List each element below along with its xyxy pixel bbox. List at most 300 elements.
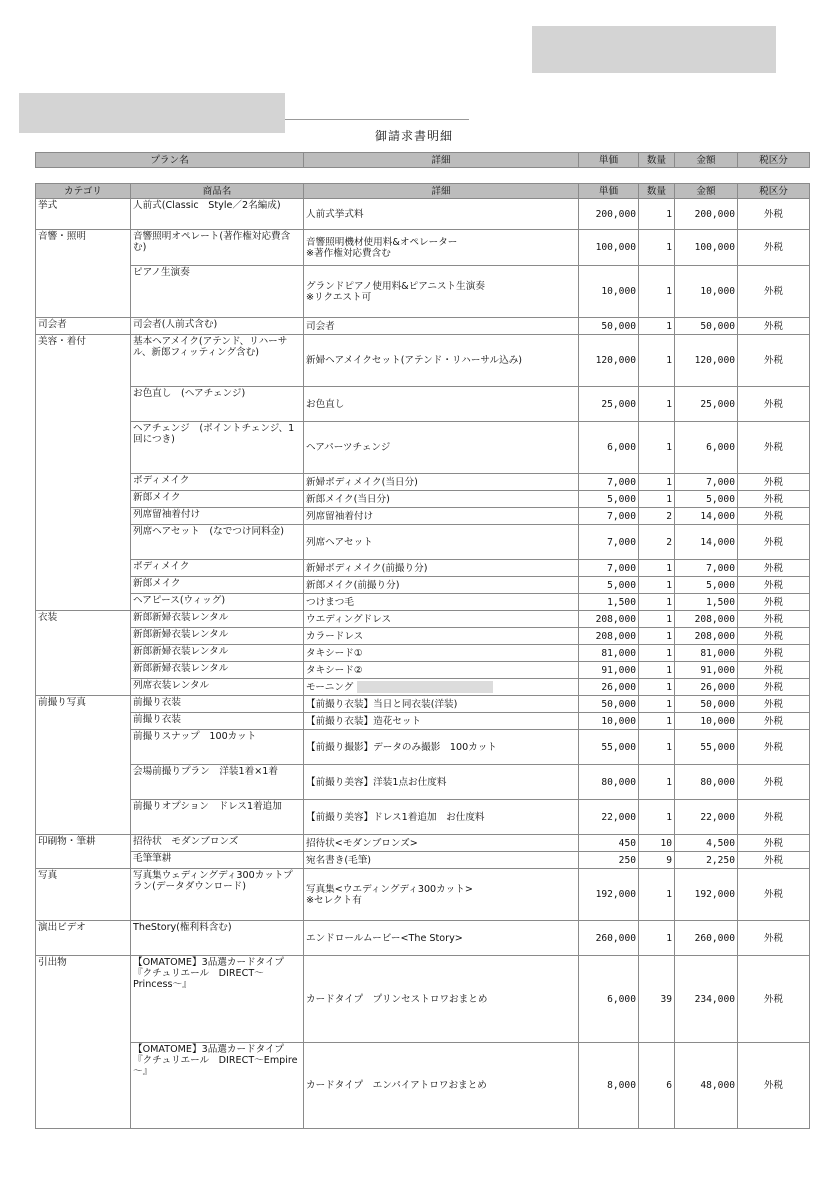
product-text: 新郎新婦衣装レンタル [133, 663, 229, 674]
tax-text: 外税 [763, 854, 784, 866]
detail-text: 音響照明機材使用料&オペレーター ※著作権対応費含む [306, 236, 458, 259]
amount-text: 1,500 [706, 596, 735, 608]
tax-cell [738, 491, 810, 508]
amount-cell [675, 800, 738, 835]
detail-cell [304, 318, 579, 335]
unit-price-text: 26,000 [601, 681, 636, 693]
table-row [36, 335, 810, 387]
category-cell [36, 387, 131, 422]
detail-cell [304, 869, 579, 921]
amount-cell [675, 696, 738, 713]
unit-price-cell [579, 266, 639, 318]
unit-price-cell [579, 230, 639, 266]
detail-cell [304, 1043, 579, 1129]
tax-text: 外税 [763, 493, 784, 505]
unit-price-text: 120,000 [595, 355, 636, 366]
tax-text: 外税 [763, 355, 784, 366]
table-row [36, 852, 810, 869]
product-cell [131, 387, 304, 422]
tax-cell [738, 662, 810, 679]
tax-text: 外税 [763, 993, 784, 1005]
unit-price-text: 25,000 [601, 398, 636, 410]
product-cell [131, 956, 304, 1043]
tax-cell [738, 1043, 810, 1129]
qty-text: 2 [666, 536, 672, 548]
detail-cell [304, 679, 579, 696]
amount-text: 25,000 [700, 398, 735, 410]
tax-text: 外税 [763, 208, 784, 220]
product-cell [131, 560, 304, 577]
tax-text: 外税 [763, 811, 784, 823]
product-cell [131, 508, 304, 525]
category-cell [36, 713, 131, 730]
qty-text: 1 [666, 681, 672, 693]
tax-cell [738, 387, 810, 422]
table-row [36, 800, 810, 835]
product-cell [131, 800, 304, 835]
detail-text: モーニング [306, 682, 354, 693]
amount-text: 22,000 [700, 811, 735, 823]
detail-cell [304, 800, 579, 835]
detail-text: カラードレス [306, 630, 364, 642]
item-header-row [36, 184, 810, 199]
unit-price-cell [579, 560, 639, 577]
amount-cell [675, 645, 738, 662]
detail-text: 【前撮り衣装】造花セット [306, 715, 422, 727]
table-row [36, 508, 810, 525]
unit-price-cell [579, 594, 639, 611]
product-text: 【OMATOME】3品選カードタイプ『クチュリエール DIRECT～Empire～』 [133, 1044, 298, 1077]
qty-cell [639, 577, 675, 594]
plan-name-header: プラン名 [36, 153, 304, 168]
tax-cell [738, 921, 810, 956]
product-cell [131, 474, 304, 491]
detail-cell [304, 662, 579, 679]
tax-text: 外税 [763, 442, 784, 453]
plan-tax-header: 税区分 [738, 153, 810, 168]
tax-cell [738, 508, 810, 525]
amount-cell [675, 318, 738, 335]
unit-price-text: 50,000 [601, 698, 636, 710]
product-cell [131, 199, 304, 230]
detail-cell [304, 611, 579, 628]
qty-cell [639, 921, 675, 956]
qty-cell [639, 713, 675, 730]
qty-text: 1 [666, 320, 672, 332]
product-cell [131, 525, 304, 560]
qty-text: 1 [666, 493, 672, 505]
category-cell [36, 679, 131, 696]
category-cell [36, 230, 131, 266]
tax-cell [738, 956, 810, 1043]
amount-cell [675, 765, 738, 800]
unit-price-cell [579, 730, 639, 765]
tax-cell [738, 611, 810, 628]
category-cell [36, 318, 131, 335]
unit-price-text: 450 [618, 837, 636, 849]
product-cell [131, 594, 304, 611]
product-cell [131, 713, 304, 730]
product-text: 前撮りスナップ 100カット [133, 731, 257, 742]
qty-cell [639, 387, 675, 422]
detail-text: お色直し [306, 398, 345, 410]
amount-cell [675, 662, 738, 679]
qty-text: 1 [666, 889, 672, 900]
product-text: 【OMATOME】3品選カードタイプ『クチュリエール DIRECT～Princess～』 [133, 957, 284, 990]
category-text: 写真 [38, 870, 58, 881]
product-text: 前撮り衣装 [133, 714, 181, 725]
detail-cell [304, 713, 579, 730]
amount-cell [675, 474, 738, 491]
table-row [36, 577, 810, 594]
unit-price-cell [579, 956, 639, 1043]
unit-price-cell [579, 679, 639, 696]
amount-text: 200,000 [694, 208, 735, 220]
unit-price-cell [579, 199, 639, 230]
qty-text: 1 [666, 741, 672, 753]
category-cell [36, 474, 131, 491]
product-text: 会場前撮りプラン 洋装1着×1着 [133, 766, 278, 777]
table-row [36, 230, 810, 266]
category-cell [36, 199, 131, 230]
amount-cell [675, 611, 738, 628]
amount-cell [675, 560, 738, 577]
unit-price-cell [579, 474, 639, 491]
amount-cell [675, 230, 738, 266]
tax-text: 外税 [763, 320, 784, 332]
tax-cell [738, 730, 810, 765]
product-text: 音響照明オペレート(著作権対応費含む) [133, 231, 291, 253]
tax-cell [738, 679, 810, 696]
detail-cell [304, 921, 579, 956]
detail-cell [304, 594, 579, 611]
detail-text: 人前式挙式料 [306, 208, 364, 220]
unit-price-text: 260,000 [595, 932, 636, 944]
redacted-block-top [532, 26, 776, 73]
table-row [36, 730, 810, 765]
detail-text: 新婦ヘアメイクセット(アテンド・リハーサル込み) [306, 355, 523, 366]
amount-cell [675, 835, 738, 852]
unit-price-cell [579, 525, 639, 560]
unit-price-text: 10,000 [601, 286, 636, 297]
category-text: 前撮り写真 [38, 697, 86, 708]
invoice-items-table [35, 183, 810, 1129]
table-row [36, 765, 810, 800]
qty-cell [639, 628, 675, 645]
product-cell [131, 730, 304, 765]
detail-text: 【前撮り衣装】当日と同衣装(洋装) [306, 698, 458, 710]
unit-price-text: 80,000 [601, 776, 636, 788]
detail-cell [304, 508, 579, 525]
tax-text: 外税 [763, 510, 784, 522]
detail-cell [304, 835, 579, 852]
amount-cell [675, 852, 738, 869]
tax-text: 外税 [763, 664, 784, 676]
category-cell [36, 645, 131, 662]
amount-cell [675, 266, 738, 318]
product-text: ピアノ生演奏 [133, 267, 190, 278]
category-cell [36, 491, 131, 508]
unit-price-text: 1,500 [607, 596, 636, 608]
amount-cell [675, 869, 738, 921]
category-cell [36, 852, 131, 869]
qty-cell [639, 318, 675, 335]
amount-text: 120,000 [694, 355, 735, 366]
unit-price-text: 7,000 [607, 562, 636, 574]
category-text: 美容・着付 [38, 336, 86, 347]
amount-text: 2,250 [706, 854, 735, 866]
tax-cell [738, 318, 810, 335]
category-cell [36, 800, 131, 835]
unit-price-cell [579, 335, 639, 387]
product-cell [131, 611, 304, 628]
qty-cell [639, 852, 675, 869]
detail-cell [304, 335, 579, 387]
qty-cell [639, 525, 675, 560]
tax-text: 外税 [763, 630, 784, 642]
detail-text: 【前撮り美容】洋装1点お仕度料 [306, 776, 447, 788]
product-text: 前撮りオプション ドレス1着追加 [133, 801, 282, 812]
unit-price-text: 192,000 [595, 889, 636, 900]
unit-price-cell [579, 835, 639, 852]
plan-qty-header: 数量 [639, 153, 675, 168]
detail-cell [304, 956, 579, 1043]
category-cell [36, 525, 131, 560]
detail-cell [304, 560, 579, 577]
plan-unit-price-header: 単価 [579, 153, 639, 168]
product-text: ボディメイク [133, 475, 190, 486]
product-cell [131, 422, 304, 474]
product-cell [131, 921, 304, 956]
unit-price-cell [579, 662, 639, 679]
category-cell [36, 611, 131, 628]
product-cell [131, 335, 304, 387]
product-text: 列席衣装レンタル [133, 680, 210, 691]
qty-cell [639, 956, 675, 1043]
product-text: 新郎新婦衣装レンタル [133, 629, 229, 640]
detail-cell [304, 422, 579, 474]
category-cell [36, 628, 131, 645]
unit-price-cell [579, 611, 639, 628]
product-cell [131, 835, 304, 852]
category-cell [36, 335, 131, 387]
table-row [36, 1043, 810, 1129]
tax-cell [738, 474, 810, 491]
amount-text: 7,000 [706, 562, 735, 574]
tax-cell [738, 628, 810, 645]
product-cell [131, 266, 304, 318]
detail-cell [304, 491, 579, 508]
product-cell [131, 577, 304, 594]
tax-cell [738, 525, 810, 560]
qty-cell [639, 835, 675, 852]
amount-text: 4,500 [706, 837, 735, 849]
plan-detail-header: 詳細 [304, 153, 579, 168]
unit-price-text: 6,000 [607, 442, 636, 453]
category-cell [36, 662, 131, 679]
table-row [36, 422, 810, 474]
product-text: 新郎メイク [133, 492, 181, 503]
title-rule [285, 119, 469, 120]
table-row [36, 266, 810, 318]
detail-text: 【前撮り撮影】データのみ撮影 100カット [306, 741, 497, 753]
detail-text: タキシード① [306, 647, 363, 659]
qty-cell [639, 869, 675, 921]
qty-text: 1 [666, 698, 672, 710]
category-cell [36, 835, 131, 852]
qty-text: 1 [666, 715, 672, 727]
tax-cell [738, 560, 810, 577]
table-row [36, 713, 810, 730]
amount-cell [675, 1043, 738, 1129]
category-cell [36, 508, 131, 525]
product-text: お色直し (ヘアチェンジ) [133, 388, 246, 399]
product-text: 新郎メイク [133, 578, 181, 589]
amount-cell [675, 730, 738, 765]
unit-price-text: 8,000 [607, 1080, 636, 1091]
product-cell [131, 628, 304, 645]
qty-text: 1 [666, 208, 672, 220]
amount-cell [675, 679, 738, 696]
amount-text: 80,000 [700, 776, 735, 788]
qty-cell [639, 1043, 675, 1129]
table-row [36, 491, 810, 508]
category-cell [36, 730, 131, 765]
qty-text: 1 [666, 613, 672, 625]
amount-header: 金額 [675, 184, 738, 199]
detail-text: 招待状<モダンブロンズ> [306, 837, 418, 849]
amount-text: 14,000 [700, 536, 735, 548]
amount-text: 48,000 [700, 1080, 735, 1091]
amount-text: 26,000 [700, 681, 735, 693]
category-text: 印刷物・筆耕 [38, 836, 96, 847]
amount-text: 10,000 [700, 715, 735, 727]
detail-header: 詳細 [304, 184, 579, 199]
qty-cell [639, 594, 675, 611]
qty-cell [639, 662, 675, 679]
tax-cell [738, 577, 810, 594]
category-cell [36, 921, 131, 956]
qty-text: 1 [666, 286, 672, 297]
tax-text: 外税 [763, 536, 784, 548]
unit-price-text: 81,000 [601, 647, 636, 659]
detail-cell [304, 474, 579, 491]
unit-price-text: 50,000 [601, 320, 636, 332]
detail-text: 【前撮り美容】ドレス1着追加 お仕度料 [306, 811, 485, 823]
unit-price-text: 208,000 [595, 613, 636, 625]
product-text: 前撮り衣装 [133, 697, 181, 708]
product-text: 招待状 モダンブロンズ [133, 836, 239, 847]
tax-text: 外税 [763, 698, 784, 710]
unit-price-text: 7,000 [607, 510, 636, 522]
invoice-rows [36, 199, 810, 1129]
product-cell [131, 662, 304, 679]
unit-price-text: 7,000 [607, 536, 636, 548]
tax-text: 外税 [763, 286, 784, 297]
detail-text: 新婦ボディメイク(当日分) [306, 476, 418, 488]
qty-text: 1 [666, 811, 672, 823]
table-row [36, 921, 810, 956]
amount-text: 50,000 [700, 698, 735, 710]
amount-text: 5,000 [706, 579, 735, 591]
qty-text: 1 [666, 579, 672, 591]
qty-cell [639, 560, 675, 577]
product-cell [131, 869, 304, 921]
qty-text: 9 [666, 854, 672, 866]
tax-cell [738, 800, 810, 835]
page-title: 御請求書明細 [374, 129, 453, 143]
tax-cell [738, 765, 810, 800]
redacted-text [357, 681, 493, 693]
amount-cell [675, 594, 738, 611]
category-cell [36, 594, 131, 611]
unit-price-text: 55,000 [601, 741, 636, 753]
detail-cell [304, 387, 579, 422]
product-cell [131, 491, 304, 508]
detail-text: 司会者 [306, 320, 335, 332]
unit-price-cell [579, 1043, 639, 1129]
unit-price-cell [579, 387, 639, 422]
qty-text: 10 [660, 837, 672, 849]
table-row [36, 679, 810, 696]
product-header: 商品名 [131, 184, 304, 199]
tax-text: 外税 [763, 596, 784, 608]
amount-cell [675, 335, 738, 387]
tax-text: 外税 [763, 715, 784, 727]
product-text: TheStory(権利料含む) [133, 922, 232, 933]
table-row [36, 560, 810, 577]
product-text: 列席ヘアセット (なでつけ同料金) [133, 526, 285, 537]
product-text: 列席留袖着付け [133, 509, 201, 520]
detail-text: 列席ヘアセット [306, 536, 373, 548]
amount-cell [675, 628, 738, 645]
table-row [36, 318, 810, 335]
amount-cell [675, 422, 738, 474]
tax-text: 外税 [763, 776, 784, 788]
qty-text: 1 [666, 476, 672, 488]
tax-cell [738, 594, 810, 611]
amount-cell [675, 525, 738, 560]
amount-text: 208,000 [694, 630, 735, 642]
qty-cell [639, 474, 675, 491]
unit-price-text: 208,000 [595, 630, 636, 642]
detail-text: エンドロールムービー<The Story> [306, 932, 463, 944]
category-cell [36, 266, 131, 318]
tax-text: 外税 [763, 889, 784, 900]
unit-price-cell [579, 577, 639, 594]
amount-text: 260,000 [694, 932, 735, 944]
amount-text: 7,000 [706, 476, 735, 488]
product-text: ヘアピース(ウィッグ) [133, 595, 226, 606]
amount-cell [675, 713, 738, 730]
detail-text: 写真集<ウエディングディ300カット> ※セレクト有 [306, 883, 473, 906]
category-cell [36, 422, 131, 474]
product-text: 基本ヘアメイク(アテンド、リハーサル、新郎フィッティング含む) [133, 336, 288, 358]
table-row [36, 199, 810, 230]
table-row [36, 474, 810, 491]
qty-text: 1 [666, 355, 672, 366]
qty-text: 6 [666, 1080, 672, 1091]
qty-text: 1 [666, 647, 672, 659]
tax-cell [738, 696, 810, 713]
qty-text: 39 [660, 993, 672, 1005]
amount-cell [675, 921, 738, 956]
detail-cell [304, 628, 579, 645]
plan-header-row [36, 153, 810, 168]
unit-price-cell [579, 800, 639, 835]
unit-price-text: 91,000 [601, 664, 636, 676]
category-text: 演出ビデオ [38, 922, 86, 933]
